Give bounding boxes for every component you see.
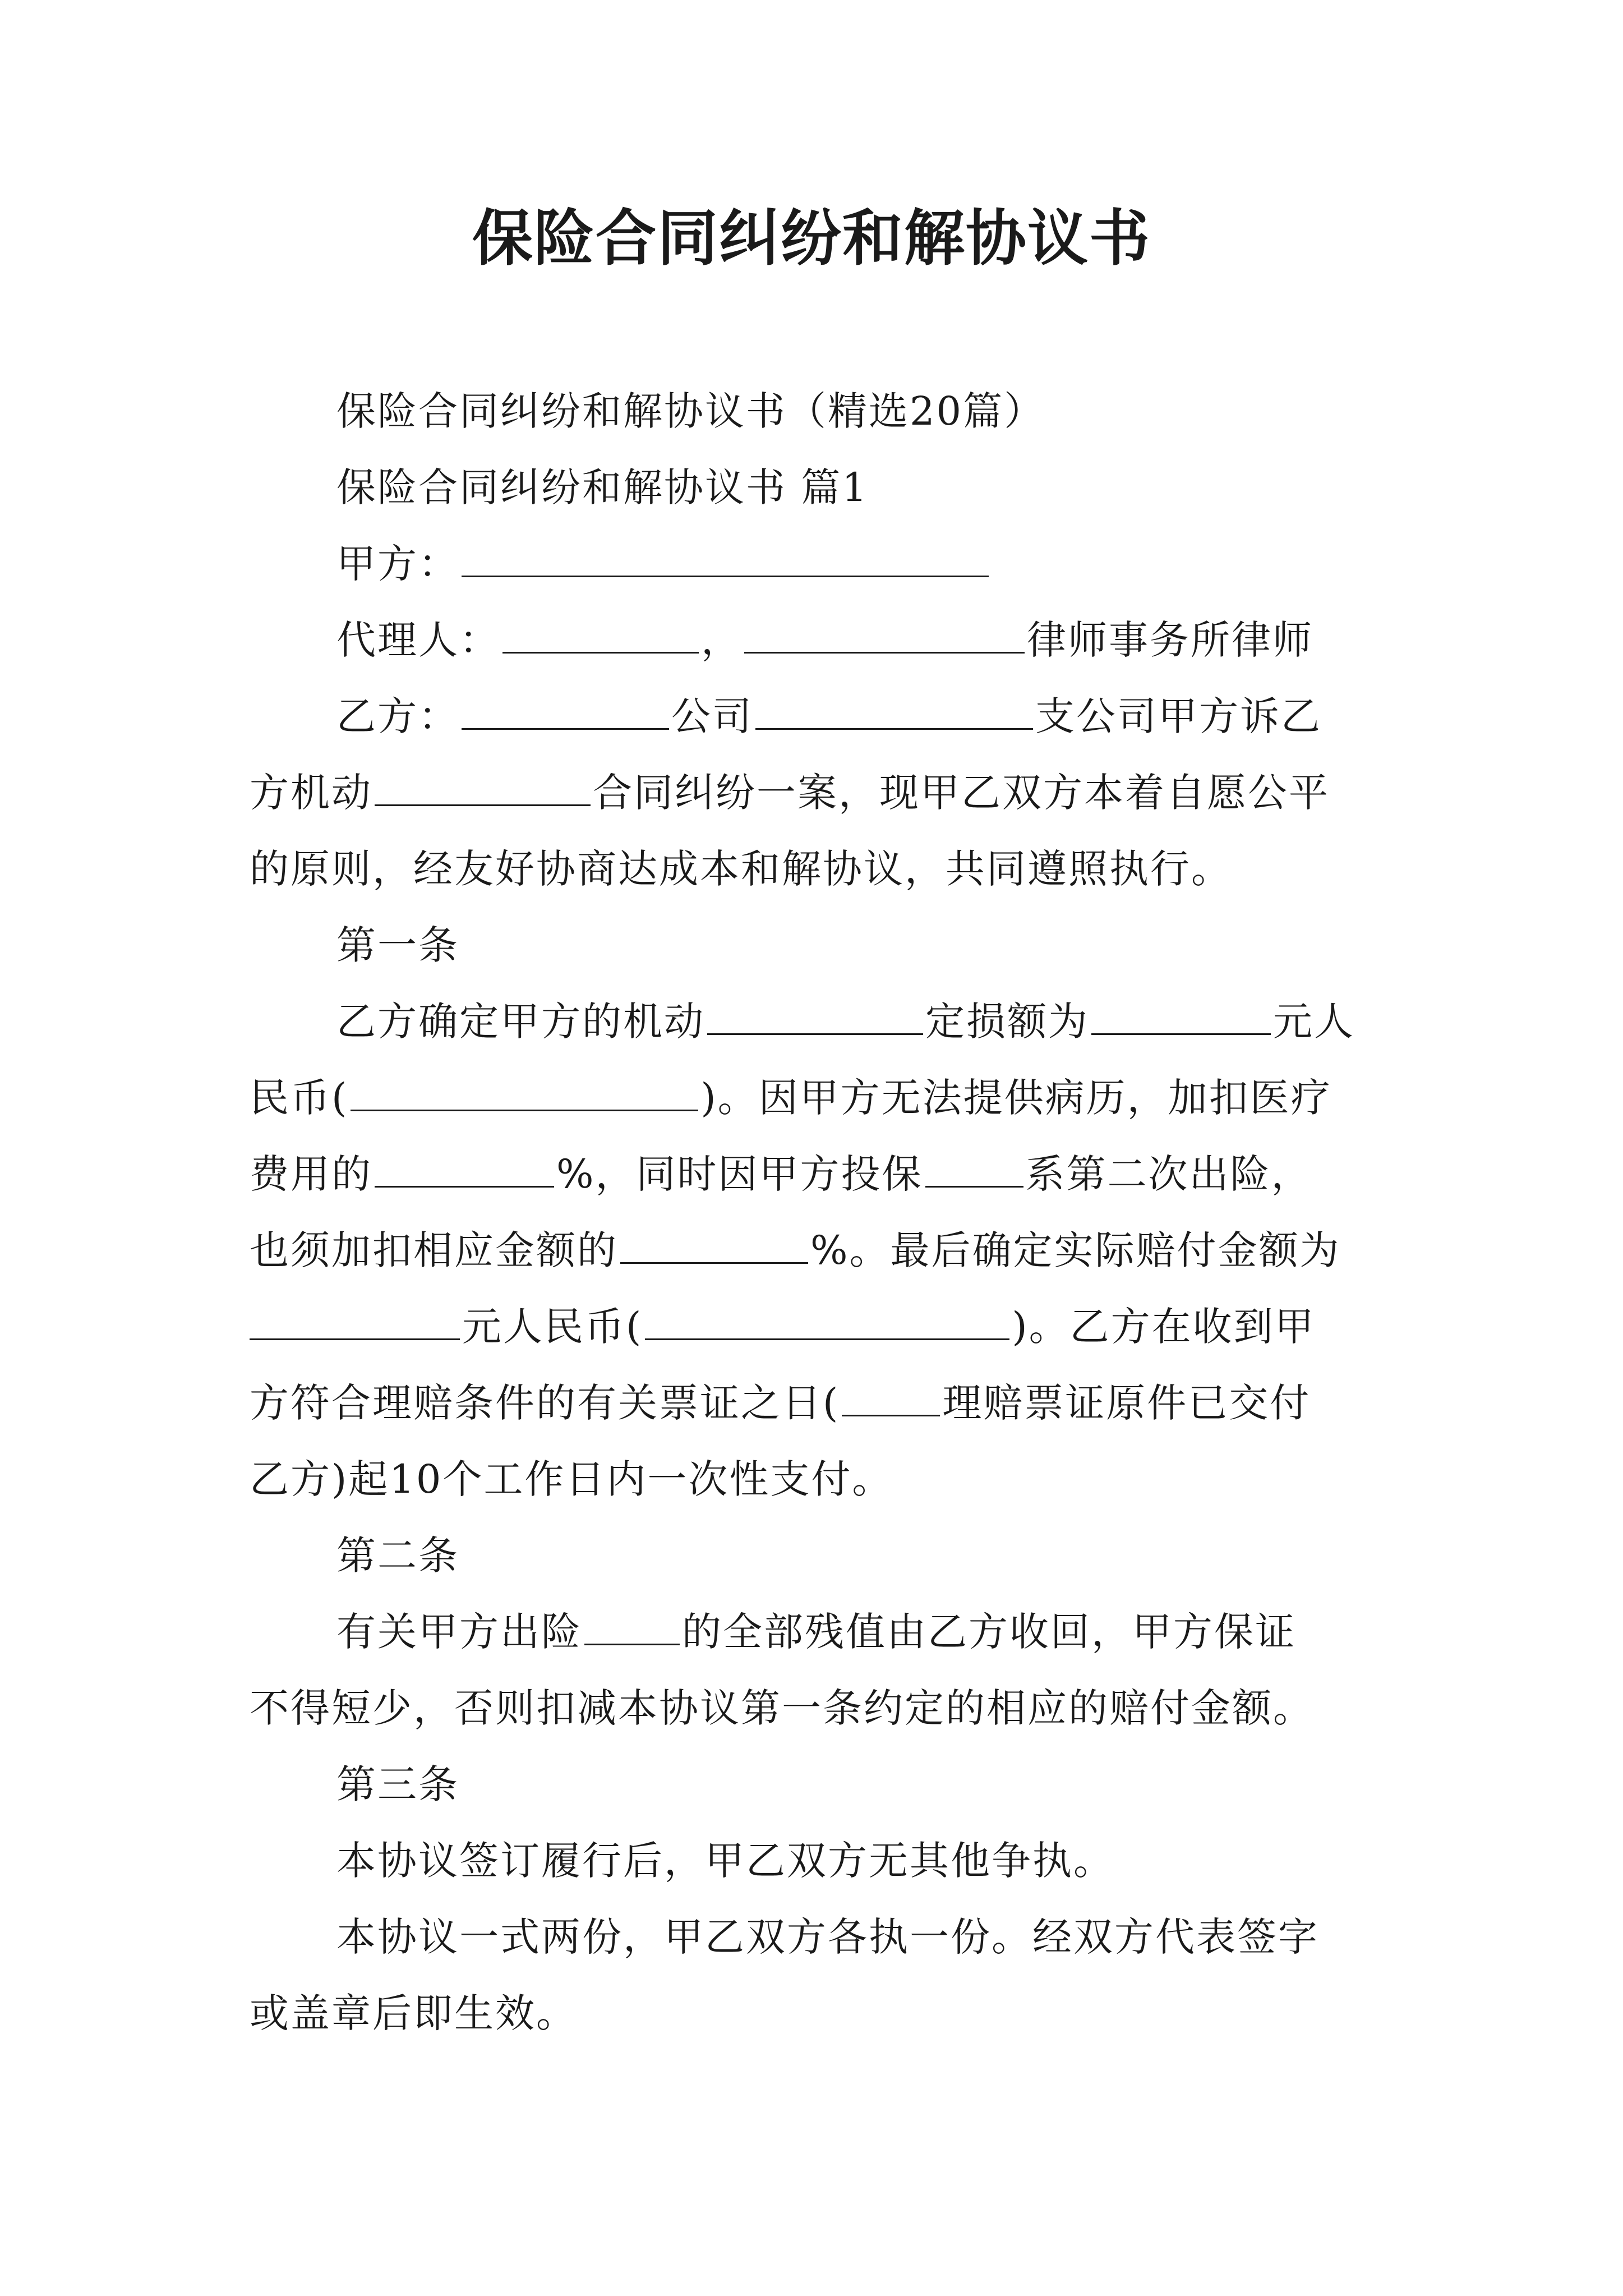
party-a-line — [250, 526, 1382, 602]
article-3-heading: 第三条 — [336, 1761, 459, 1807]
intro-text: 合同纠纷一案，现甲乙双方本着自愿公平 — [593, 770, 1330, 816]
article-2-line-1 — [250, 1594, 1382, 1670]
damaged-item-blank[interactable] — [584, 1608, 680, 1645]
medical-deduction-pct-blank[interactable] — [375, 1150, 554, 1188]
intro-line-3: 的原则，经友好协商达成本和解协议，共同遵照执行。 — [250, 846, 1232, 892]
receipt-date-blank[interactable] — [842, 1379, 940, 1416]
intro-line-2 — [250, 754, 1382, 831]
party-b-branch-suffix: 支公司甲方诉乙 — [1035, 693, 1322, 739]
party-b-label: 乙方： — [336, 693, 459, 739]
agent-line — [250, 602, 1382, 678]
agent-name-blank[interactable] — [502, 616, 699, 654]
vehicle-blank[interactable] — [707, 997, 923, 1035]
article-text: 费用的 — [250, 1151, 372, 1197]
final-amount-words-blank[interactable] — [645, 1303, 1009, 1340]
agent-firm-suffix: 律师事务所律师 — [1027, 617, 1313, 663]
article-text: 有关甲方出险 — [336, 1609, 582, 1655]
party-b-company: 公司 — [671, 693, 753, 739]
agent-separator: ， — [701, 617, 742, 663]
article-1-line-6 — [250, 1365, 1382, 1441]
vehicle-type-blank[interactable] — [375, 769, 591, 806]
article-text: 元人民币( — [462, 1304, 643, 1350]
article-3-line-2: 本协议一式两份，甲乙双方各执一份。经双方代表签字 — [336, 1914, 1319, 1960]
article-text: 也须加扣相应金额的 — [250, 1227, 618, 1273]
article-text: 乙方确定甲方的机动 — [336, 999, 705, 1045]
article-1-line-5 — [250, 1289, 1382, 1365]
document-body — [250, 373, 1382, 2051]
loss-amount-blank[interactable] — [1091, 997, 1271, 1035]
article-1-line-4 — [250, 1212, 1382, 1289]
law-firm-blank[interactable] — [744, 616, 1025, 654]
article-2-heading: 第二条 — [336, 1533, 459, 1579]
section-heading: 保险合同纠纷和解协议书 篇1 — [336, 464, 869, 510]
article-text: 定损额为 — [925, 999, 1089, 1045]
insurance-type-blank[interactable] — [925, 1150, 1023, 1188]
document-title: 保险合同纠纷和解协议书 — [472, 203, 1151, 274]
party-b-branch-blank[interactable] — [755, 692, 1033, 730]
second-claim-pct-blank[interactable] — [620, 1226, 808, 1264]
article-text: 元人 — [1273, 999, 1355, 1045]
article-text: %，同时因甲方投保 — [556, 1151, 923, 1197]
agent-label: 代理人： — [336, 617, 500, 663]
article-text: 民币( — [250, 1075, 349, 1121]
article-3-line-1: 本协议签订履行后，甲乙双方无其他争执。 — [336, 1838, 1114, 1884]
party-a-blank[interactable] — [462, 540, 989, 577]
article-text: )。因甲方无法提供病历，加扣医疗 — [700, 1075, 1332, 1121]
intro-text: 方机动 — [250, 770, 372, 816]
party-a-label: 甲方： — [336, 541, 459, 587]
loss-amount-words-blank[interactable] — [351, 1074, 698, 1111]
party-b-line — [250, 678, 1382, 754]
final-amount-blank[interactable] — [250, 1303, 460, 1340]
article-3-line-3: 或盖章后即生效。 — [250, 1990, 577, 2036]
article-text: %。最后确定实际赔付金额为 — [810, 1227, 1341, 1273]
article-text: 方符合理赔条件的有关票证之日( — [250, 1380, 840, 1426]
article-1-line-1 — [250, 983, 1382, 1060]
article-1-line-7: 乙方)起10个工作日内一次性支付。 — [250, 1456, 893, 1502]
article-1-heading: 第一条 — [336, 922, 459, 968]
article-1-line-2 — [250, 1060, 1382, 1136]
article-text: 理赔票证原件已交付 — [942, 1380, 1311, 1426]
subtitle: 保险合同纠纷和解协议书（精选20篇） — [336, 388, 1045, 434]
article-text: 的全部残值由乙方收回，甲方保证 — [682, 1609, 1296, 1655]
article-text: )。乙方在收到甲 — [1012, 1304, 1316, 1350]
article-2-line-2: 不得短少，否则扣减本协议第一条约定的相应的赔付金额。 — [250, 1685, 1314, 1731]
party-b-company-blank[interactable] — [462, 692, 669, 730]
article-text: 系第二次出险， — [1025, 1151, 1312, 1197]
article-1-line-3 — [250, 1136, 1382, 1212]
